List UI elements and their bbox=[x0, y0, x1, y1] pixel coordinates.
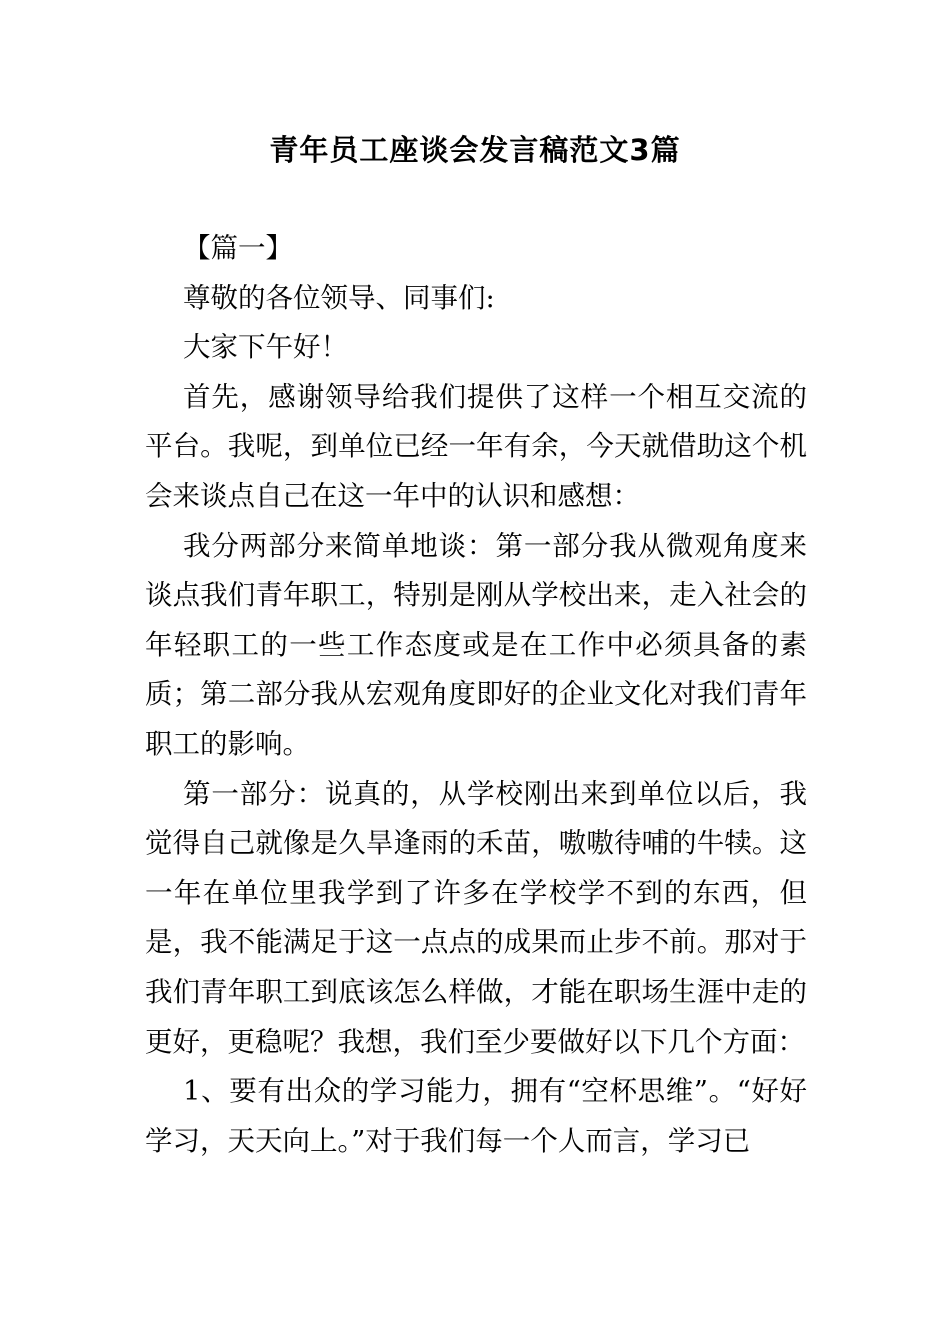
paragraph: 我分两部分来简单地谈：第一部分我从微观角度来谈点我们青年职工，特别是刚从学校出来，走入社会的年轻职工的一些工作态度或是在工作中必须具备的素质；第二部分我从宏观角度即好的企业文化对我们青年职工的影响。 bbox=[145, 529, 807, 760]
paragraph: 第一部分：说真的，从学校刚出来到单位以后，我觉得自己就像是久旱逢雨的禾苗，嗷嗷待哺的牛犊。这一年在单位里我学到了许多在学校学不到的东西，但是，我不能满足于这一点点的成果而止步不前。那对于我们青年职工到底该怎么样做，才能在职场生涯中走的更好，更稳呢？我想，我们至少要做好以下几个方面： bbox=[145, 777, 807, 1058]
document-title: 青年员工座谈会发言稿范文3篇 bbox=[269, 133, 681, 167]
greeting: 大家下午好！ bbox=[183, 331, 348, 364]
paragraph: 首先，感谢领导给我们提供了这样一个相互交流的平台。我呢，到单位已经一年有余，今天就借助这个机会来谈点自己在这一年中的认识和感想： bbox=[145, 380, 807, 512]
salutation: 尊敬的各位领导、同事们: bbox=[183, 281, 495, 314]
document-body bbox=[145, 224, 807, 1166]
section-heading: 【篇一】 bbox=[183, 232, 293, 264]
paragraph: 1、要有出众的学习能力，拥有“空杯思维”。“好好学习，天天向上。”对于我们每一个人而言，学习已 bbox=[145, 1075, 807, 1157]
